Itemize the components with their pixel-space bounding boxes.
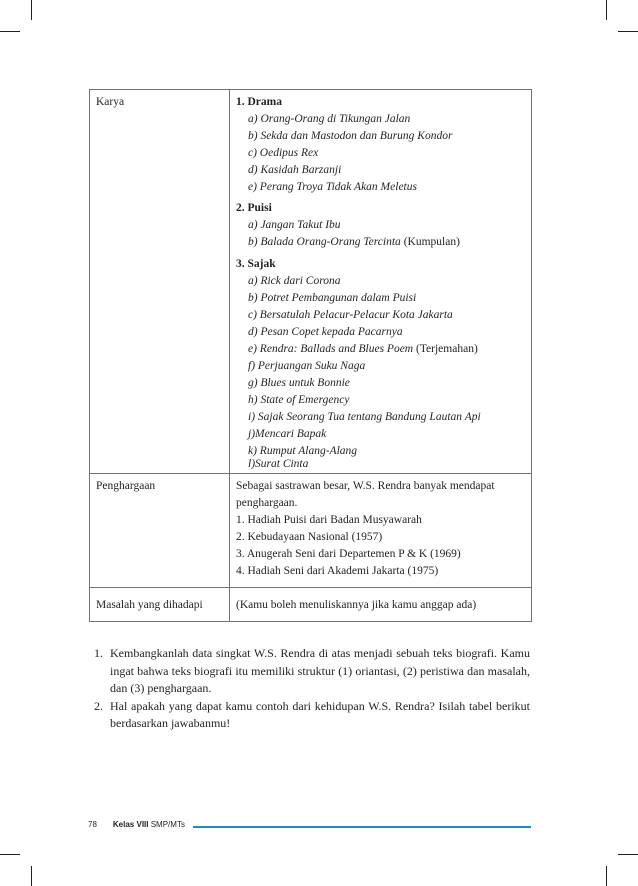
penghargaan-line: Sebagai sastrawan besar, W.S. Rendra banyak mendapat bbox=[236, 480, 495, 492]
column-divider bbox=[229, 90, 230, 621]
drama-item: c) Oedipus Rex bbox=[248, 147, 319, 159]
page-number: 78 bbox=[88, 820, 97, 829]
crop-mark bbox=[618, 31, 638, 32]
footer-book-label bbox=[113, 820, 185, 829]
sajak-item-note: (Terjemahan) bbox=[416, 343, 478, 355]
puisi-item bbox=[248, 234, 460, 251]
drama-heading: 1. Drama bbox=[236, 96, 282, 108]
sajak-item: b) Potret Pembangunan dalam Puisi bbox=[248, 292, 417, 304]
puisi-item-title: b) Balada Orang-Orang Tercinta bbox=[248, 236, 401, 248]
penghargaan-line: 4. Hadiah Seni dari Akademi Jakarta (1975) bbox=[236, 565, 439, 577]
sajak-heading: 3. Sajak bbox=[236, 258, 276, 270]
sajak-item: f) Perjuangan Suku Naga bbox=[248, 360, 366, 372]
sajak-item: j)Mencari Bapak bbox=[248, 428, 327, 440]
karya-label: Karya bbox=[96, 96, 125, 108]
masalah-label: Masalah yang dihadapi bbox=[96, 599, 203, 611]
biodata-table bbox=[89, 89, 532, 622]
puisi-heading: 2. Puisi bbox=[236, 202, 272, 214]
drama-item: e) Perang Troya Tidak Akan Meletus bbox=[248, 181, 417, 193]
row-divider bbox=[90, 473, 531, 474]
drama-item: d) Kasidah Barzanji bbox=[248, 164, 342, 176]
penghargaan-line: 2. Kebudayaan Nasional (1957) bbox=[236, 531, 383, 543]
question-text: Kembangkanlah data singkat W.S. Rendra di atas menjadi sebuah teks biografi. Kamu ingat bahwa teks biografi itu memiliki struktur (1) oriantasi, (2) peristiwa dan masalah, dan (3) penghargaan. bbox=[110, 646, 530, 695]
drama-item: b) Sekda dan Mastodon dan Burung Kondor bbox=[248, 130, 453, 142]
crop-mark bbox=[31, 0, 32, 20]
masalah-value: (Kamu boleh menuliskannya jika kamu anggap ada) bbox=[236, 599, 477, 611]
sajak-item: d) Pesan Copet kepada Pacarnya bbox=[248, 326, 403, 338]
question-item bbox=[94, 698, 530, 733]
sajak-item bbox=[248, 341, 478, 358]
sajak-item: i) Sajak Seorang Tua tentang Bandung Lautan Api bbox=[248, 411, 481, 423]
sajak-item: h) State of Emergency bbox=[248, 394, 350, 406]
question-number: 1. bbox=[94, 646, 103, 660]
sajak-item: l)Surat Cinta bbox=[248, 458, 309, 470]
question-number: 2. bbox=[94, 698, 103, 713]
crop-mark bbox=[606, 866, 607, 886]
question-item bbox=[94, 645, 530, 698]
penghargaan-line: penghargaan. bbox=[236, 497, 298, 509]
penghargaan-line: 3. Anugerah Seni dari Departemen P & K (1969) bbox=[236, 548, 461, 560]
footer-rule bbox=[193, 826, 531, 828]
sajak-item-title: e) Rendra: Ballads and Blues Poem bbox=[248, 343, 414, 355]
drama-item: a) Orang-Orang di Tikungan Jalan bbox=[248, 113, 411, 125]
crop-mark bbox=[0, 31, 20, 32]
row-divider bbox=[90, 587, 531, 588]
penghargaan-line: 1. Hadiah Puisi dari Badan Musyawarah bbox=[236, 514, 422, 526]
crop-mark bbox=[606, 0, 607, 20]
puisi-item-note: (Kumpulan) bbox=[403, 236, 460, 248]
footer-kelas: Kelas VIII bbox=[112, 820, 149, 829]
crop-mark bbox=[31, 866, 32, 886]
sajak-item: a) Rick dari Corona bbox=[248, 275, 341, 287]
question-list bbox=[94, 645, 530, 733]
question-text: Hal apakah yang dapat kamu contoh dari kehidupan W.S. Rendra? Isilah tabel berikut berdasarkan jawabanmu! bbox=[110, 698, 530, 730]
puisi-item: a) Jangan Takut Ibu bbox=[248, 219, 341, 231]
footer-school: SMP/MTs bbox=[150, 820, 185, 829]
crop-mark bbox=[618, 854, 638, 855]
sajak-item: k) Rumput Alang-Alang bbox=[248, 445, 358, 457]
sajak-item: c) Bersatulah Pelacur-Pelacur Kota Jakarta bbox=[248, 309, 453, 321]
sajak-item: g) Blues untuk Bonnie bbox=[248, 377, 350, 389]
crop-mark bbox=[0, 854, 20, 855]
penghargaan-label: Penghargaan bbox=[96, 480, 156, 492]
page-footer bbox=[88, 820, 185, 829]
